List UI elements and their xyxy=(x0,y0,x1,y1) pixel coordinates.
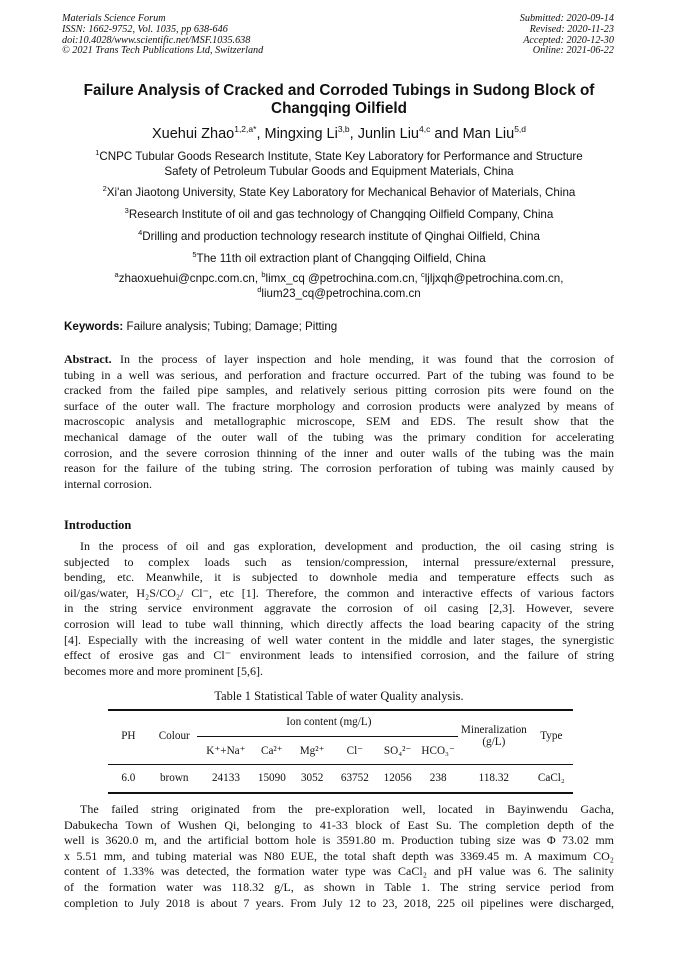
body-paragraph xyxy=(64,802,614,911)
email-mark: a xyxy=(114,270,119,280)
email-address[interactable]: limx_cq @petrochina.com.cn, xyxy=(265,272,421,285)
section-heading: Introduction xyxy=(64,518,132,532)
keywords-label: Keywords: xyxy=(64,320,124,333)
body-line: x 5.51 mm, and tubing material was N80 EUE, the total shaft depth was 3369.45 m. A maximum CO₂ xyxy=(64,848,614,863)
email-mark: c xyxy=(420,270,425,280)
copyright-line: © 2021 Trans Tech Publications Ltd, Switzerland xyxy=(62,45,264,57)
affiliation-text: Research Institute of oil and gas technology of Changqing Oilfield Company, China xyxy=(128,208,554,221)
journal-info xyxy=(62,14,263,57)
body-line: The failed string originated from the pre-exploration well, located in Bayinwendu Gacha, xyxy=(80,802,614,816)
author-separator: , xyxy=(256,126,265,142)
issn-line: ISSN: 1662-9752, Vol. 1035, pp 638-646 xyxy=(62,23,228,35)
abstract-line: tubing in a well was serious, and perforation and fracture occurred. Part of the tubing was found to be xyxy=(64,367,614,382)
journal-name: Materials Science Forum xyxy=(62,13,166,24)
body-line: of the formation water was 118.32 g/L, as shown in Table 1. The string service period from xyxy=(64,879,614,894)
email-mark: b xyxy=(261,270,266,280)
author-name: Man Liu xyxy=(462,126,515,142)
table-cell-ion: 24133 xyxy=(211,772,240,784)
abstract-line: reason for the failure of the tubing string. The corrosion perforation of tubing was mainly caused by xyxy=(64,461,614,476)
body-line: content of 1.33% was detected, the formation water type was CaCl₂ and pH value was 6. The salinity xyxy=(64,864,614,879)
author-separator: , xyxy=(349,126,358,142)
table-cell-colour: brown xyxy=(159,772,189,784)
email-mark: d xyxy=(257,285,262,295)
online-date: Online: 2021-06-22 xyxy=(532,45,614,57)
author-affiliation-mark: 3,b xyxy=(337,124,350,135)
intro-line: oil/gas/water, H₂S/CO₂/ Cl⁻, etc [1]. Therefore, the common and interactive effects of various factors xyxy=(64,585,614,600)
table-cell-ion: 3052 xyxy=(300,772,324,784)
abstract-line: corrosion, and the severe corrosion thinning of the inner and outer walls of the tubing was the main xyxy=(64,445,614,460)
body-line: Dabukecha Town of Wushen Qi, belonging to 41-33 block of East Su. The completion depth of the xyxy=(64,817,614,832)
table-header-ion-content: Ion content (mg/L) xyxy=(286,716,372,728)
table-bottom-rule xyxy=(108,792,573,794)
revised-date: Revised: 2020-11-23 xyxy=(529,23,614,35)
affiliation-text: Xi'an Jiaotong University, State Key Laboratory for Mechanical Behavior of Materials, China xyxy=(106,186,576,199)
author-affiliation-mark: 1,2,a* xyxy=(234,124,257,135)
mineralization-label: Mineralization xyxy=(460,724,527,736)
table-header-ion: Ca²⁺ xyxy=(260,744,283,757)
affiliation-text: CNPC Tubular Goods Research Institute, State Key Laboratory for Performance and Structure xyxy=(99,150,583,163)
affiliation-text: Drilling and production technology research institute of Qinghai Oilfield, China xyxy=(142,230,540,243)
abstract-label: Abstract. xyxy=(64,352,112,366)
abstract-line: mechanical damage of the outer wall of the tubing was the primary condition for accelerating xyxy=(64,429,614,444)
abstract-line: internal corrosion. xyxy=(64,476,152,491)
doi-line: doi:10.4028/www.scientific.net/MSF.1035.638 xyxy=(62,34,251,46)
author-name: Junlin Liu xyxy=(357,126,419,142)
affiliation-2 xyxy=(40,185,638,200)
affiliation-5 xyxy=(40,251,638,266)
affiliation-3 xyxy=(40,207,638,222)
table-header-ion: SO₄²⁻ xyxy=(383,744,412,757)
accepted-date: Accepted: 2020-12-30 xyxy=(523,34,614,46)
abstract-line: cracked from the failed pipe samples, and relatively serious pitting corrosion pits were found on the xyxy=(64,383,614,398)
abstract-line: surface of the outer wall. The fracture morphology and corrosion products were analyzed by means of xyxy=(64,398,614,413)
intro-line: corrosion will lead to tube wall thinning, which directly affects the load bearing capacity of the string xyxy=(64,616,614,631)
table-cell-ion: 238 xyxy=(429,772,447,784)
table-header-type: Type xyxy=(540,730,563,742)
submitted-date: Submitted: 2020-09-14 xyxy=(519,13,614,24)
table-cell-type: CaCl₂ xyxy=(537,772,565,784)
paper-title xyxy=(40,82,638,118)
abstract xyxy=(64,352,614,492)
title-line: Failure Analysis of Cracked and Corroded Tubings in Sudong Block of xyxy=(83,82,595,99)
body-line: well is 3620.0 m, and the artificial bottom hole is 3591.80 m. Production tubing size was Φ 73.02 mm xyxy=(64,833,614,848)
affiliation-text: Safety of Petroleum Tubular Goods and Equipment Materials, China xyxy=(164,165,514,178)
affiliation-4 xyxy=(40,229,638,244)
table-header-mineralization xyxy=(458,708,530,764)
affiliation-mark: 1 xyxy=(95,148,100,158)
author-emails xyxy=(40,271,638,301)
water-quality-table xyxy=(108,708,573,792)
table-cell-ph: 6.0 xyxy=(121,772,136,784)
table-caption: Table 1 Statistical Table of water Quality analysis. xyxy=(214,689,464,703)
table-row xyxy=(108,764,573,792)
keywords xyxy=(64,320,337,333)
affiliation-mark: 2 xyxy=(102,184,107,194)
author-name: Xuehui Zhao xyxy=(151,126,235,142)
intro-line: becomes more and more prominent [5,6]. xyxy=(64,663,263,678)
keywords-text: Failure analysis; Tubing; Damage; Pitting xyxy=(123,320,338,333)
table-cell-mineralization: 118.32 xyxy=(478,772,510,784)
author-list xyxy=(0,125,678,143)
table-header-colour: Colour xyxy=(158,730,190,742)
mineralization-unit: (g/L) xyxy=(482,736,506,748)
intro-line: in the string service environment aggravate the corrosion of oil casing [2,3]. However, severe xyxy=(64,601,614,616)
table-cell-ion: 63752 xyxy=(340,772,369,784)
table-cell-ion: 12056 xyxy=(383,772,412,784)
submission-dates xyxy=(520,14,614,57)
affiliation-text: The 11th oil extraction plant of Changqing Oilfield, China xyxy=(196,252,486,265)
table-header-ion: Mg²⁺ xyxy=(299,744,325,757)
intro-line: In the process of oil and gas exploration, development and production, the oil casing string is xyxy=(80,539,614,553)
author-affiliation-mark: 5,d xyxy=(514,124,527,135)
author-affiliation-mark: 4,c xyxy=(419,124,431,135)
abstract-line: macroscopic analysis and metallographic microscope, SEM and EDS. The result show that the xyxy=(64,414,614,429)
author-name: Mingxing Li xyxy=(264,126,338,142)
intro-line: subjected to complex loads such as tension/compression, internal pressure/external pressure, xyxy=(64,554,614,569)
table-header-ion: K⁺+Na⁺ xyxy=(206,744,246,757)
intro-line: bending, etc. Meanwhile, it is subjected to downhole media and temperature effects such as xyxy=(64,570,614,585)
affiliation-mark: 4 xyxy=(138,228,143,238)
intro-line: [4]. Especially with the increasing of well water content in the middle and later stages, the synergistic xyxy=(64,632,614,647)
author-and: and xyxy=(430,126,463,142)
abstract-line: In the process of layer inspection and hole mending, it was found that the corrosion of xyxy=(111,352,614,366)
body-line: completion to July 2018 is about 7 years. From July 12 to 23, 2018, 225 oil pipelines were discharged, xyxy=(64,895,614,910)
table-header-ph: PH xyxy=(121,730,136,742)
table-cell-ion: 15090 xyxy=(257,772,286,784)
introduction-paragraph xyxy=(64,539,614,679)
table-header-ion: HCO₃⁻ xyxy=(421,744,455,757)
intro-line: effect of erosive gas and Cl⁻ environment leads to intensified corrosion, and the failure of string xyxy=(64,648,614,663)
affiliation-mark: 3 xyxy=(124,206,129,216)
title-line: Changqing Oilfield xyxy=(271,100,407,117)
affiliation-1 xyxy=(40,149,638,179)
email-address[interactable]: zhaoxuehui@cnpc.com.cn, xyxy=(118,272,262,285)
affiliation-mark: 5 xyxy=(192,250,197,260)
email-address[interactable]: ljljxqh@petrochina.com.cn, xyxy=(424,272,564,285)
table-header-ion: Cl⁻ xyxy=(346,744,364,757)
email-address[interactable]: lium23_cq@petrochina.com.cn xyxy=(261,287,421,300)
